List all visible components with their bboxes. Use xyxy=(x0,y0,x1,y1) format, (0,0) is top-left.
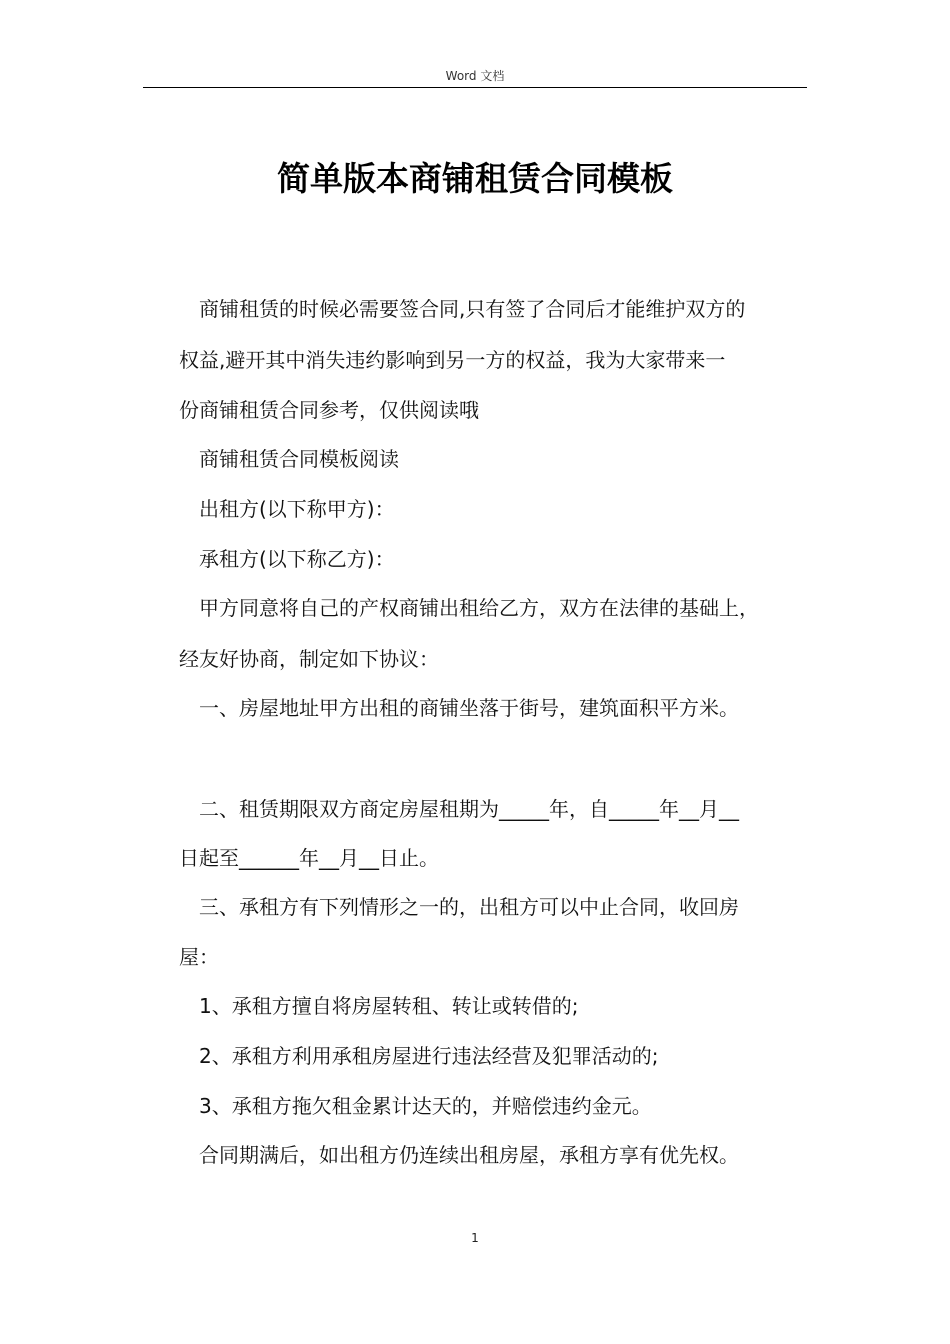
paragraph-line: 甲方同意将自己的产权商铺出租给乙方，双方在法律的基础上， xyxy=(199,596,759,620)
paragraph-line: 出租方(以下称甲方)： xyxy=(199,497,395,521)
document-header-label: Word 文档 xyxy=(445,69,505,83)
paragraph-line: 日起至______年__月__日止。 xyxy=(179,846,439,870)
paragraph-line: 商铺租赁的时候必需要签合同,只有签了合同后才能维护双方的 xyxy=(199,297,746,321)
paragraph-line: 二、租赁期限双方商定房屋租期为_____年，自_____年__月__ xyxy=(199,797,739,821)
paragraph-line: 一、房屋地址甲方出租的商铺坐落于街号，建筑面积平方米。 xyxy=(199,696,739,720)
header-divider xyxy=(143,87,807,88)
paragraph-line: 商铺租赁合同模板阅读 xyxy=(199,447,399,471)
list-item: 2、承租方利用承租房屋进行违法经营及犯罪活动的; xyxy=(199,1044,659,1068)
paragraph-line: 承租方(以下称乙方)： xyxy=(199,547,395,571)
paragraph-line: 份商铺租赁合同参考，仅供阅读哦 xyxy=(179,398,479,422)
list-item: 3、承租方拖欠租金累计达天的，并赔偿违约金元。 xyxy=(199,1094,652,1118)
paragraph-line: 权益,避开其中消失违约影响到另一方的权益，我为大家带来一 xyxy=(179,348,726,372)
paragraph-line: 合同期满后，如出租方仍连续出租房屋，承租方享有优先权。 xyxy=(199,1143,739,1167)
paragraph-line: 经友好协商，制定如下协议： xyxy=(179,647,439,671)
list-item: 1、承租方擅自将房屋转租、转让或转借的; xyxy=(199,994,579,1018)
paragraph-line: 三、承租方有下列情形之一的，出租方可以中止合同，收回房 xyxy=(199,895,739,919)
page-number: 1 xyxy=(471,1231,479,1245)
document-title: 简单版本商铺租赁合同模板 xyxy=(277,159,673,198)
paragraph-line: 屋： xyxy=(179,945,219,969)
